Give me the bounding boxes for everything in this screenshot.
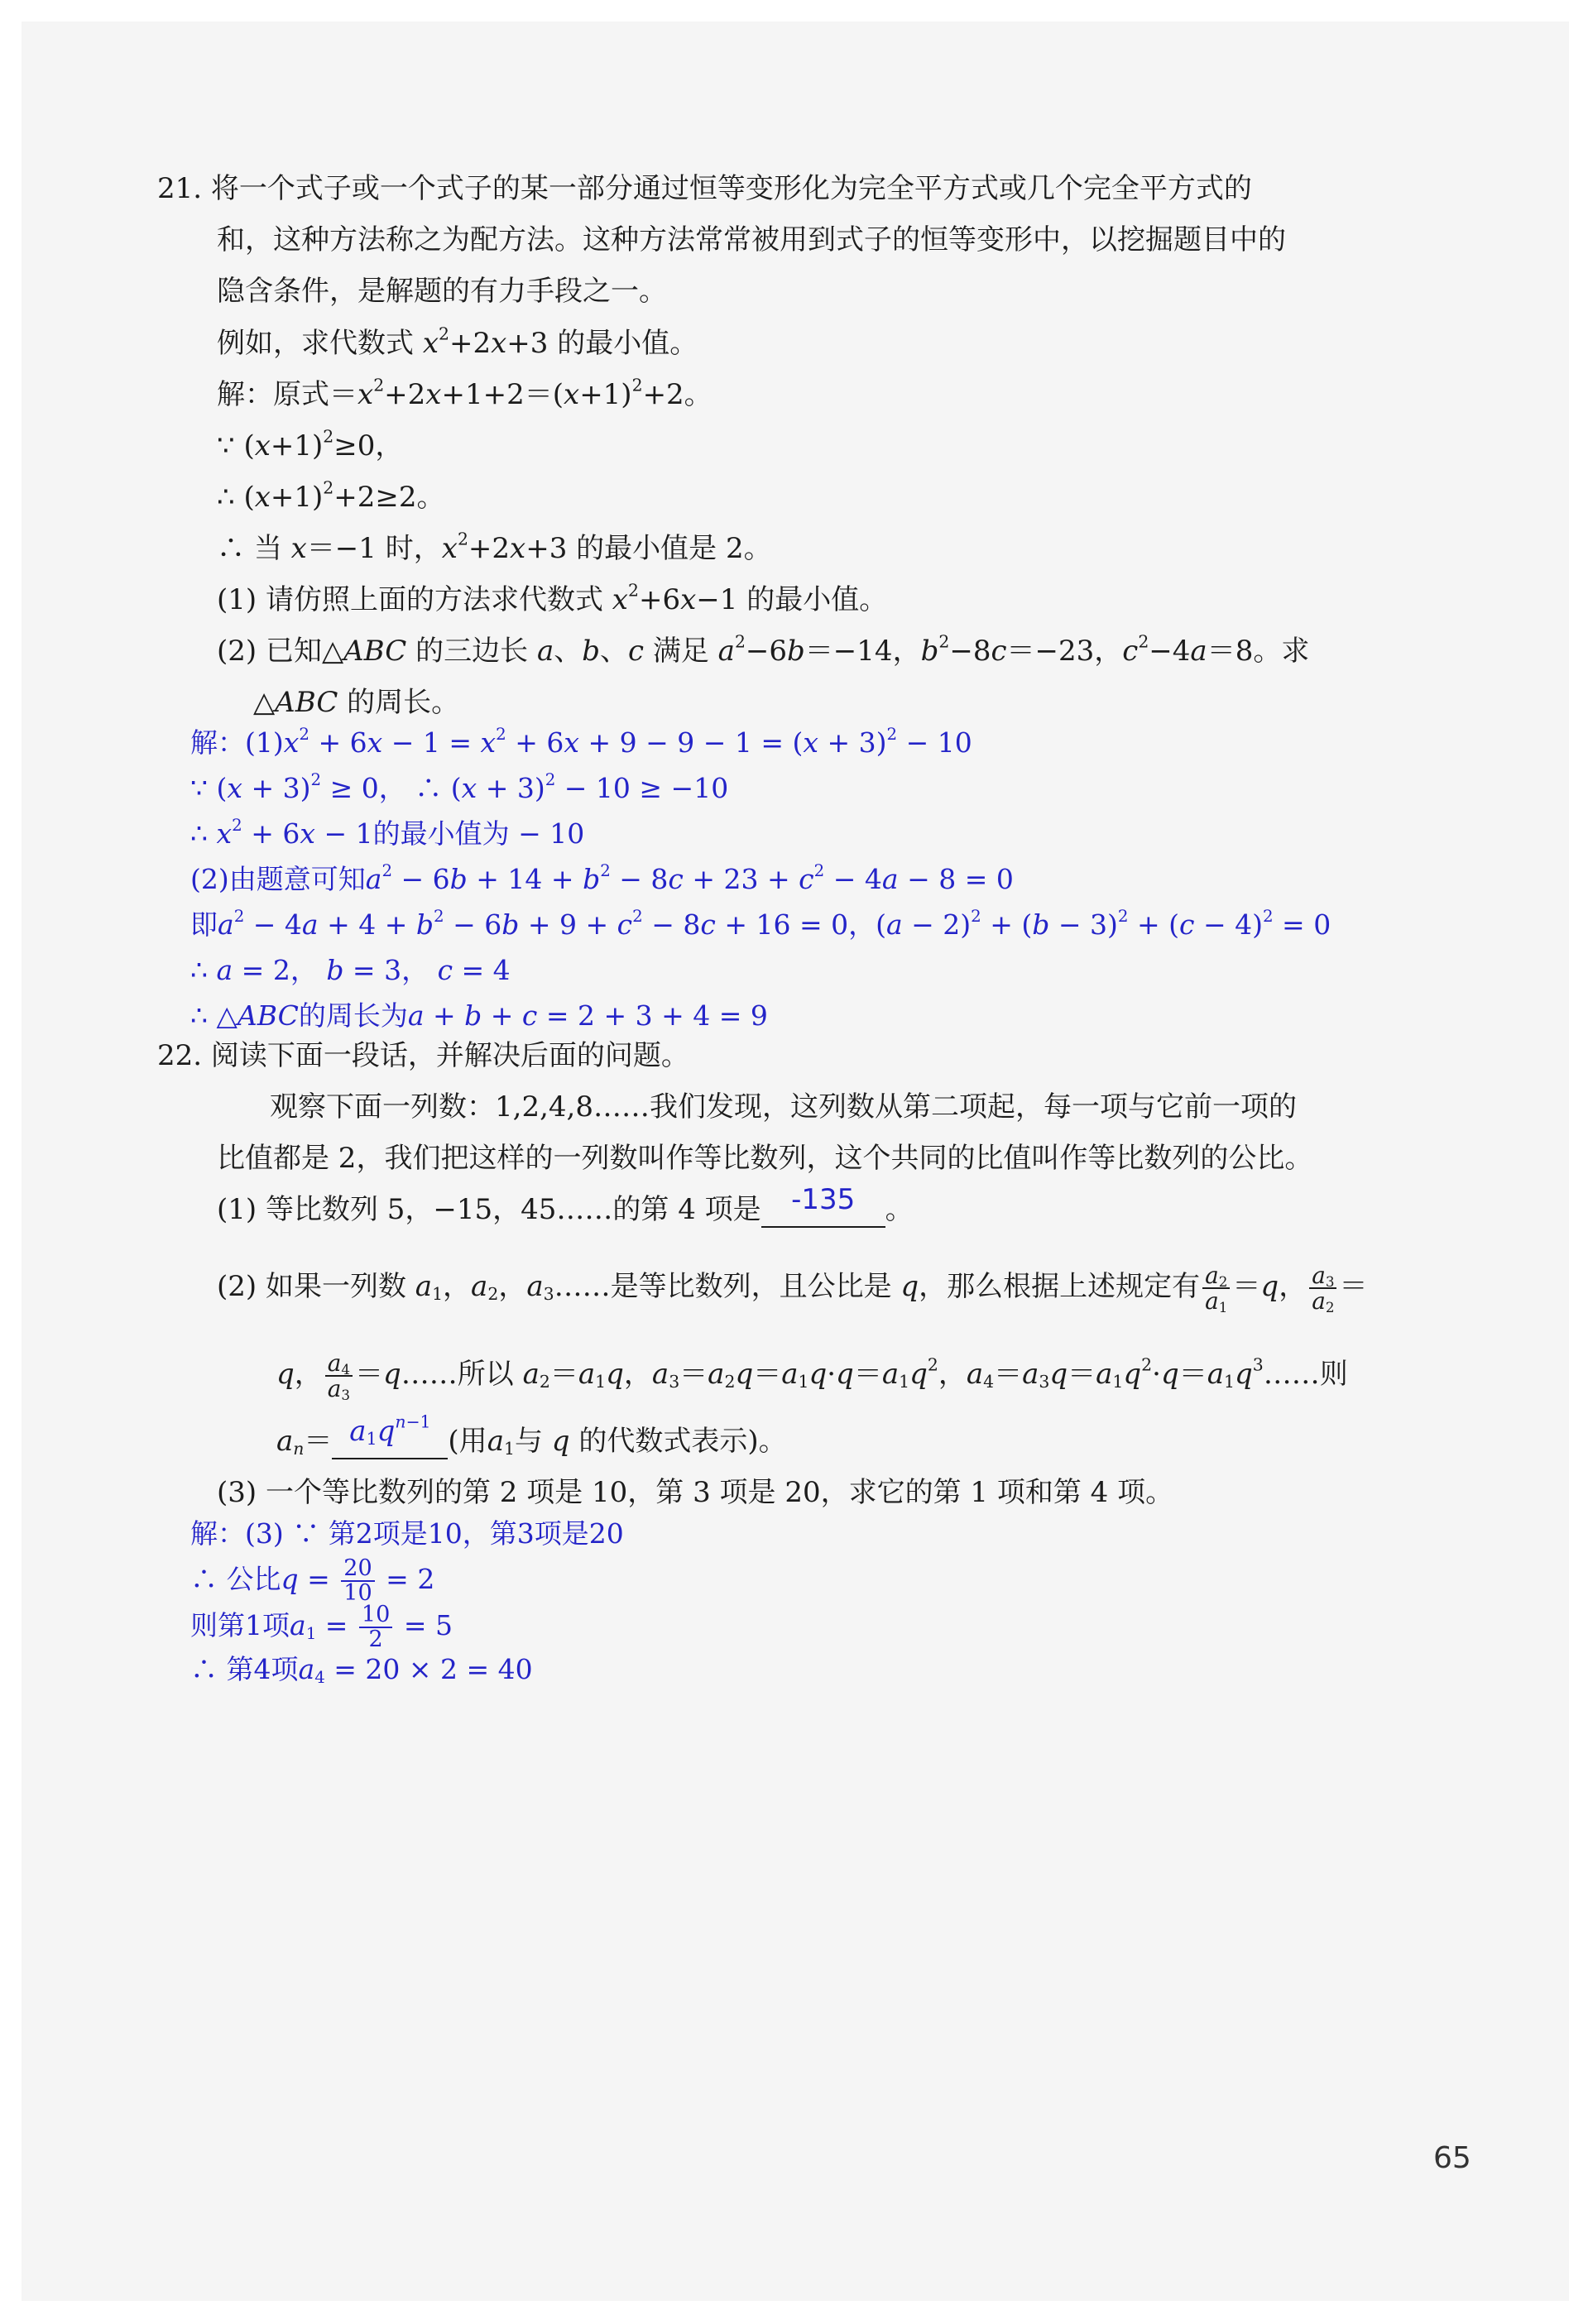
q21-line-1	[157, 170, 1252, 207]
q21-intro-2: 和，这种方法称之为配方法。这种方法常常被用到式子的恒等变形中，以挖掘题目中的	[217, 223, 1286, 256]
q22-number: 22.	[157, 1039, 203, 1072]
q21-solution-3: ∴ $(x+1)^2+2\ge 2$。	[217, 477, 445, 514]
fraction-a3-a2: $\frac{a_3}{a_2}$	[1309, 1263, 1336, 1314]
q21-answer-line-6: ∴ a = 2， b = 3， c = 4	[190, 954, 511, 986]
q21-part-2: (2) 已知△ABC 的三边长 a、b、c 满足 $a^2-6b=-14$，$b^2-8c=-23$，$c^2-4a=8$。求	[217, 631, 1310, 668]
q22-part-3: (3) 一个等比数列的第 2 项是 10，第 3 项是 20，求它的第 1 项和第 4 项。	[217, 1476, 1174, 1509]
q22-part-1: (1) 等比数列 5，−15，45……的第 4 项是 -135 。	[217, 1183, 914, 1226]
q21-part-1: (1) 请仿照上面的方法求代数式 $x^2+6x-1$ 的最小值。	[217, 580, 888, 616]
q21-intro-3: 隐含条件，是解题的有力手段之一。	[217, 275, 667, 308]
q21-answer-line-4: (2)由题意可知$a^2 - 6b + 14 + b^2 - 8c + 23 + c^2 - 4a - 8 = 0$	[190, 861, 1014, 895]
q21-answer-line-7: ∴ △ABC的周长为a + b + c = 2 + 3 + 4 = 9	[190, 999, 768, 1032]
q21-example: 例如，求代数式 $x^2+2x+3$ 的最小值。	[217, 323, 698, 360]
q22-answer-line-4: ∴ 第4项$a_4 = 20 \times 2 = 40$	[190, 1653, 533, 1687]
q21-answer-line-2: ∵ $(x + 3)^2 \ge 0$， ∴ $(x + 3)^2 - 10 \ge -10$	[190, 770, 729, 804]
q22-part-2-line-2: q， $\frac{a_4}{a_3}$ ＝q……所以 $a_2=a_1q$，$a_3=a_2q=a_1q\cdot q=a_1q^2$，$a_4=a_3q=a_1q^2\cdot q=a_1q^3\dots\dots$则	[276, 1349, 1348, 1404]
q21-solution-1: 解：原式$=x^2+2x+1+2=(x+1)^2+2$。	[217, 375, 713, 411]
q22-title: 阅读下面一段话，并解决后面的问题。	[210, 1039, 689, 1072]
fraction-a4-a3: $\frac{a_4}{a_3}$	[325, 1351, 353, 1402]
q21-solution-4: ∴ 当 x＝−1 时，$x^2+2x+3$ 的最小值是 2。	[217, 529, 772, 565]
q21-answer-line-1: 解：$(1)x^2 + 6x - 1 = x^2 + 6x + 9 - 9 - 1 = (x + 3)^2 - 10$	[190, 725, 972, 759]
q21-part-2-line-2: △ABC 的周长。	[253, 686, 460, 719]
q21-answer-line-3: ∴ $x^2 + 6x - 1$的最小值为 − 10	[190, 816, 585, 850]
q22-part-2-line-3: $a_n= a_1q^{n-1}$(用$a_1$与 q 的代数式表示)。	[276, 1411, 787, 1459]
q22-part-2-line-1: (2) 如果一列数 $a_1$，$a_2$，$a_3\dots\dots$是等比数列，且公比是 q，那么根据上述规定有 $\frac{a_2}{a_1}$ ＝q， $\frac{a_3}{a_2}$ ＝	[217, 1261, 1368, 1316]
q22-answer-line-3: 则第1项$a_1$ = $\frac{10}{2}$ = 5	[190, 1601, 453, 1652]
q21-answer-line-5: 即$a^2 - 4a + 4 + b^2 - 6b + 9 + c^2 - 8c + 16 = 0$，$(a - 2)^2 + (b - 3)^2 + (c - 4)^2 = 0$	[190, 907, 1331, 941]
q22-observe-1: 观察下面一列数：1,2,4,8……我们发现，这列数从第二项起，每一项与它前一项的	[270, 1090, 1297, 1124]
q22-part-1-answer-blank	[761, 1183, 885, 1228]
q22-part-1-answer: -135	[791, 1183, 856, 1216]
q22-observe-2: 比值都是 2，我们把这样的一列数叫作等比数列，这个共同的比值叫作等比数列的公比。	[217, 1142, 1313, 1175]
page-number: 65	[1433, 2141, 1471, 2175]
q22-answer-line-1: 解：(3) ∵ 第2项是10，第3项是20	[190, 1517, 624, 1550]
q21-solution-2: ∵ $(x+1)^2\ge 0$，	[217, 426, 404, 462]
fraction-10-2: $\frac{10}{2}$	[359, 1603, 392, 1652]
q21-number: 21.	[157, 172, 203, 205]
q22-line-1	[157, 1037, 689, 1074]
q22-part-2-answer-blank	[332, 1411, 448, 1459]
q21-intro-1: 将一个式子或一个式子的某一部分通过恒等变形化为完全平方式或几个完全平方式的	[210, 172, 1252, 205]
q22-answer-line-2: ∴ 公比q = $\frac{20}{10}$ = 2	[190, 1555, 435, 1606]
fraction-a2-a1: $\frac{a_2}{a_1}$	[1202, 1263, 1230, 1314]
fraction-20-10: $\frac{20}{10}$	[341, 1557, 374, 1606]
q22-part-2-answer: $a_1q^{n-1}$	[349, 1411, 431, 1450]
